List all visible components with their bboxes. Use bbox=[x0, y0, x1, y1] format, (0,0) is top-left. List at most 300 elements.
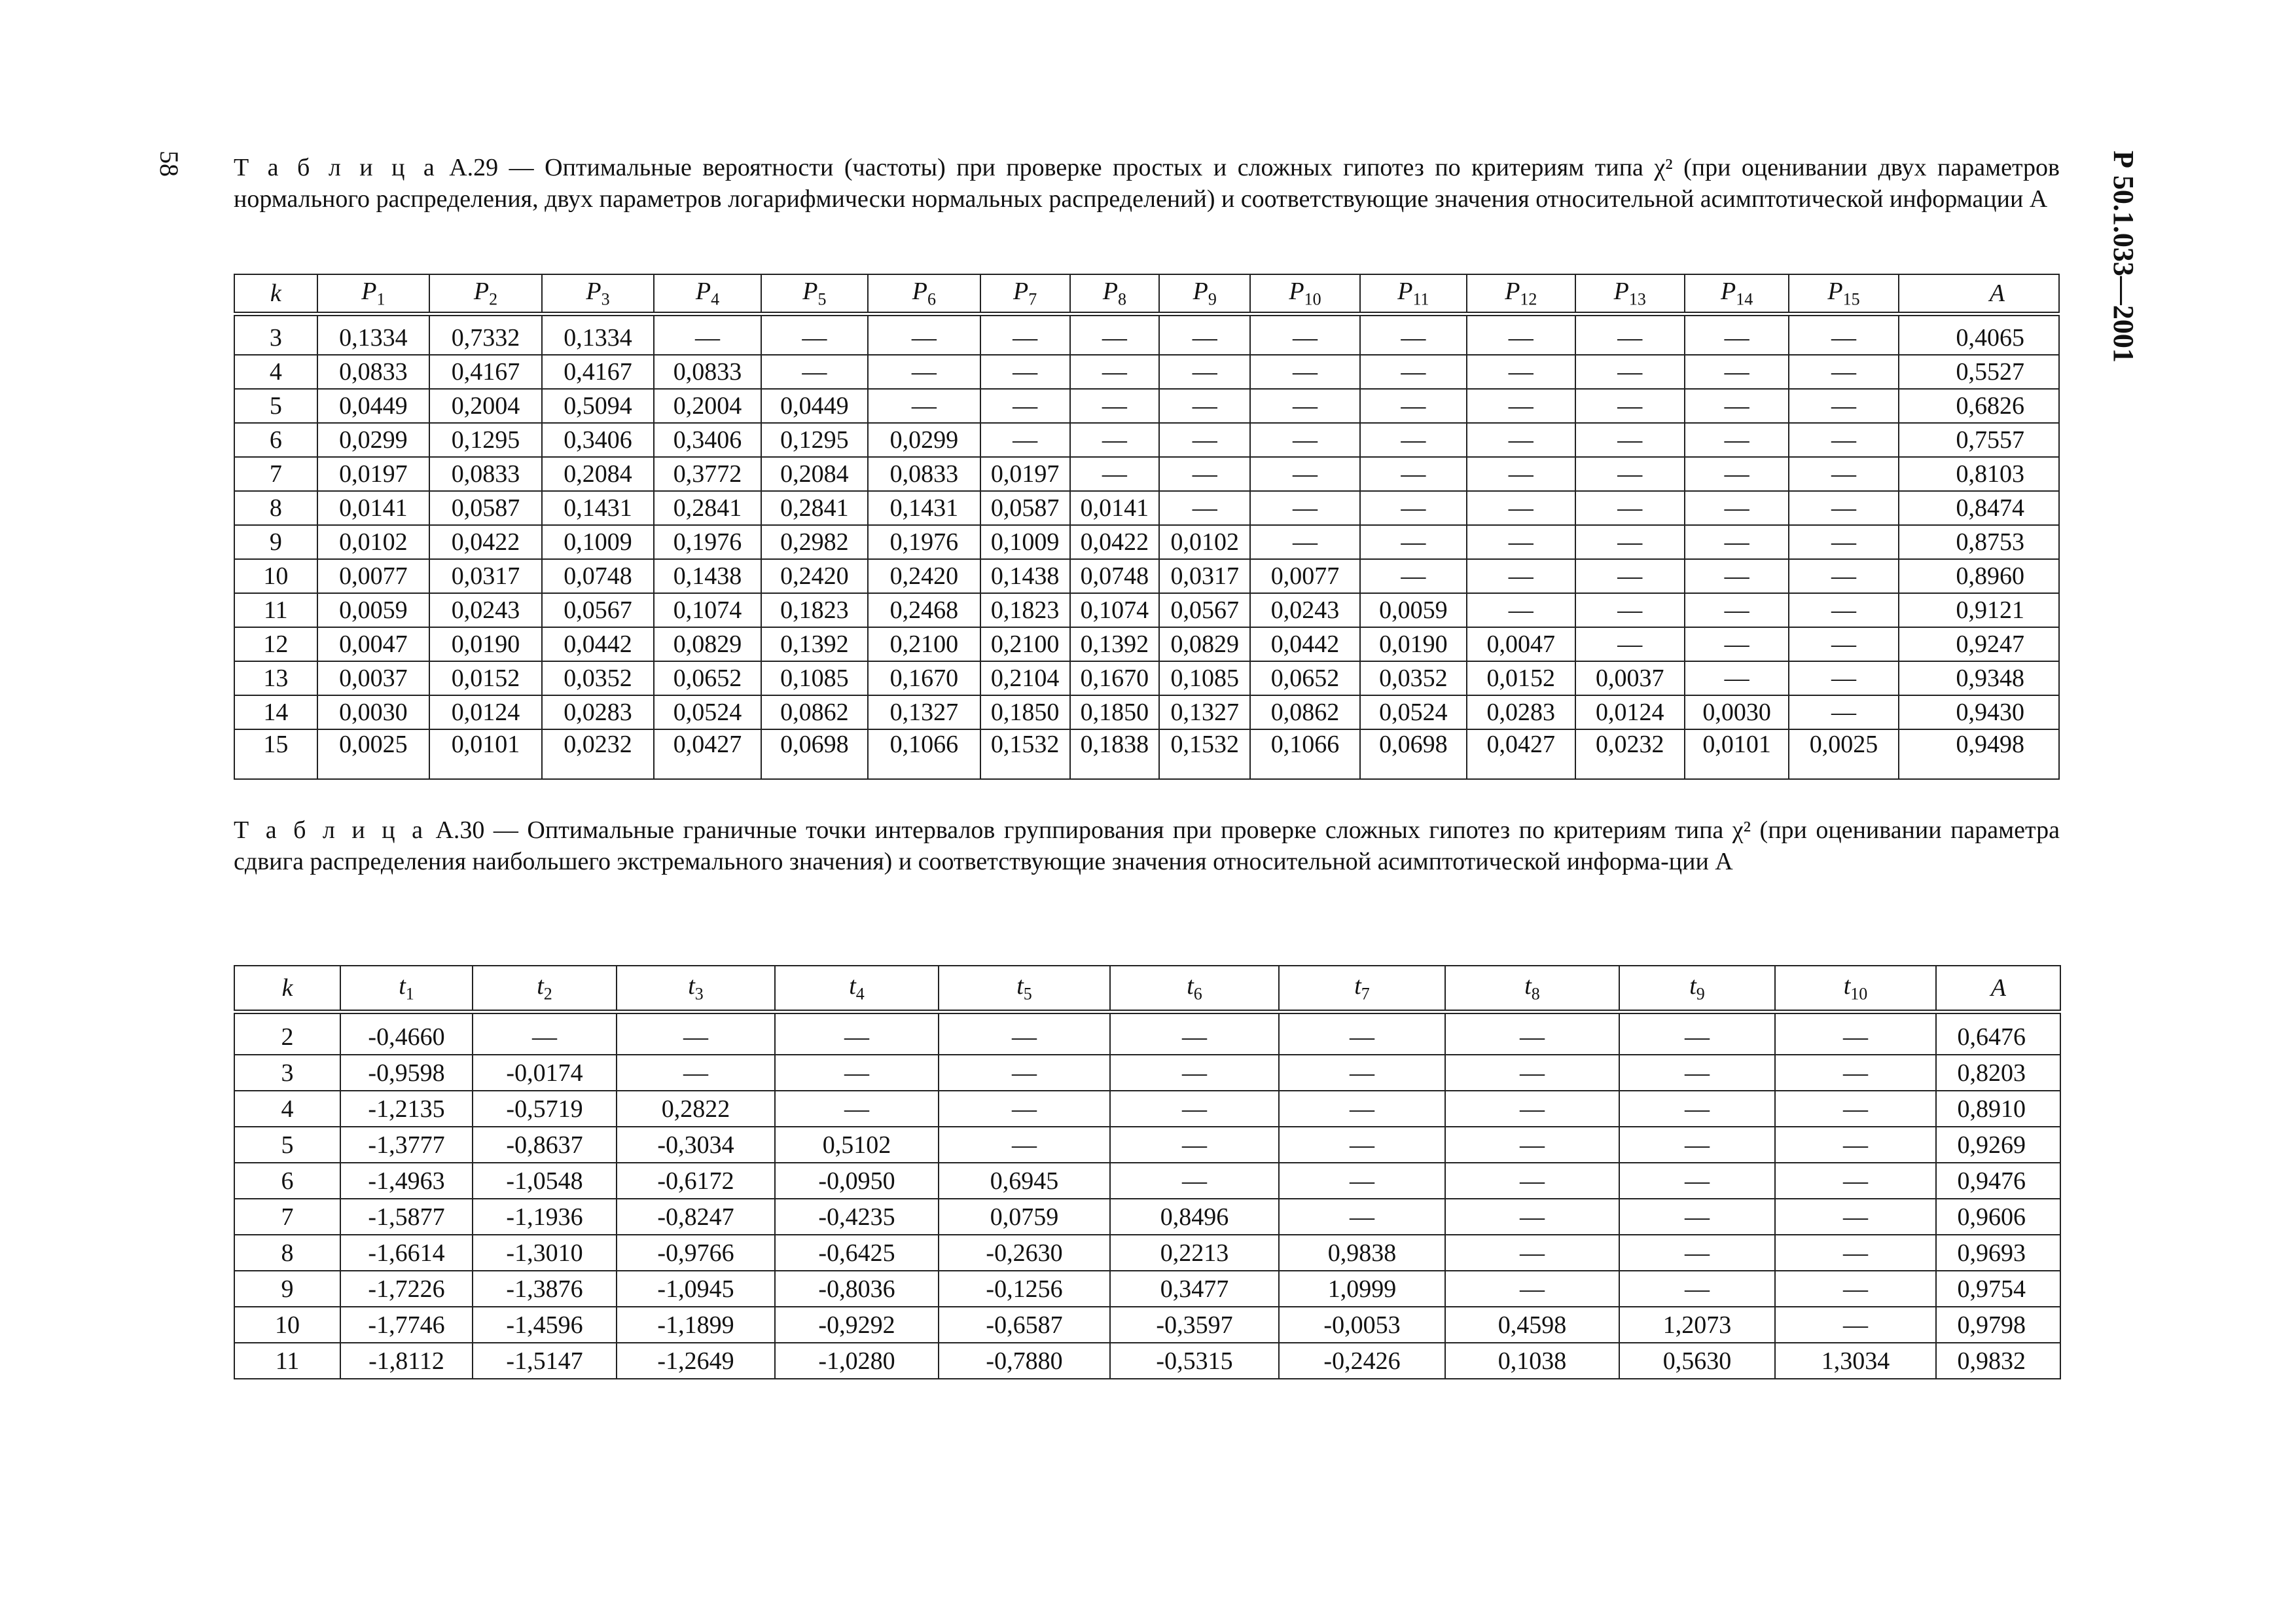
table-29-cell: — bbox=[1575, 389, 1685, 423]
table-29-cell: 0,1532 bbox=[1159, 729, 1250, 779]
table-29-header-cell: $P_8$ bbox=[1070, 274, 1160, 314]
table-30-header-cell: $t_1$ bbox=[340, 966, 473, 1012]
table-29-cell: 0,0352 bbox=[1360, 661, 1467, 695]
table-30-cell: 0,9269 bbox=[1936, 1127, 2060, 1163]
table-29-cell: — bbox=[1685, 491, 1789, 525]
table-29-cell: — bbox=[1685, 423, 1789, 457]
table-29-cell: 0,4167 bbox=[429, 355, 542, 389]
table-30-cell: 0,3477 bbox=[1110, 1271, 1279, 1307]
table-29-cell: — bbox=[980, 314, 1070, 356]
table-29-cell: — bbox=[1685, 661, 1789, 695]
table-30-row bbox=[234, 1271, 2060, 1307]
table-29-cell: 0,9121 bbox=[1899, 593, 2059, 627]
table-29-cell: — bbox=[1360, 389, 1467, 423]
table-30-header-cell: $t_4$ bbox=[775, 966, 939, 1012]
table-30-cell: -1,2649 bbox=[617, 1343, 775, 1379]
table-29-cell: 0,0232 bbox=[1575, 729, 1685, 779]
table-29-cell: 0,0698 bbox=[1360, 729, 1467, 779]
table-30-cell: 0,9476 bbox=[1936, 1163, 2060, 1199]
table-29-cell: 0,0141 bbox=[1070, 491, 1160, 525]
table-29-cell: 0,0124 bbox=[429, 695, 542, 729]
table-29-cell: 0,1532 bbox=[980, 729, 1070, 779]
table-29-cell: 0,0197 bbox=[317, 457, 430, 491]
table-29-cell: — bbox=[1789, 627, 1898, 661]
table-29-cell: — bbox=[1159, 423, 1250, 457]
table-29-header-cell: $P_{13}$ bbox=[1575, 274, 1685, 314]
table-29-body bbox=[234, 314, 2059, 780]
table-30-cell: — bbox=[939, 1127, 1110, 1163]
table-29-cell: 3 bbox=[234, 314, 317, 356]
table-30-cell: — bbox=[1445, 1163, 1619, 1199]
table-29-cell: — bbox=[1360, 457, 1467, 491]
table-30-cell: 3 bbox=[234, 1055, 340, 1091]
table-29-cell: 0,0317 bbox=[429, 559, 542, 593]
table-29-cell: 0,0059 bbox=[1360, 593, 1467, 627]
table-29-cell: 0,0833 bbox=[868, 457, 980, 491]
table-30-header-cell: $t_8$ bbox=[1445, 966, 1619, 1012]
table-30-cell: -0,4235 bbox=[775, 1199, 939, 1235]
table-29-cell: 0,1085 bbox=[1159, 661, 1250, 695]
table-29-row bbox=[234, 559, 2059, 593]
table-29-cell: 0,0152 bbox=[1467, 661, 1575, 695]
table-29-caption bbox=[234, 152, 2060, 215]
table-29-cell: — bbox=[1789, 355, 1898, 389]
table-29-cell: 0,0524 bbox=[654, 695, 761, 729]
table-29-cell: 0,0833 bbox=[654, 355, 761, 389]
table-29-header-cell: $P_2$ bbox=[429, 274, 542, 314]
table-29-cell: 0,0833 bbox=[317, 355, 430, 389]
table-29-cell: 0,0299 bbox=[317, 423, 430, 457]
table-29-cell: 0,1009 bbox=[980, 525, 1070, 559]
table-29-cell: — bbox=[1575, 355, 1685, 389]
table-29-cell: 0,0442 bbox=[1250, 627, 1359, 661]
table-29-cell: 0,1823 bbox=[761, 593, 868, 627]
table-29-cell: 0,0587 bbox=[980, 491, 1070, 525]
table-30-cell: — bbox=[1775, 1163, 1936, 1199]
table-30-cell: — bbox=[1445, 1235, 1619, 1271]
table-29-row bbox=[234, 314, 2059, 356]
table-29-header-cell: $P_6$ bbox=[868, 274, 980, 314]
table-30-cell: -1,6614 bbox=[340, 1235, 473, 1271]
table-29-cell: 0,0829 bbox=[654, 627, 761, 661]
table-30-cell: -0,9292 bbox=[775, 1307, 939, 1343]
page-number: 58 bbox=[154, 151, 184, 177]
table-30-cell: -0,0950 bbox=[775, 1163, 939, 1199]
table-29-cell: 0,7332 bbox=[429, 314, 542, 356]
table-29-cell: 0,1334 bbox=[317, 314, 430, 356]
table-30-header-cell: $t_9$ bbox=[1619, 966, 1775, 1012]
table-30-cell: 0,2213 bbox=[1110, 1235, 1279, 1271]
table-29-cell: — bbox=[868, 355, 980, 389]
table-30-cell: — bbox=[1619, 1271, 1775, 1307]
table-30-cell: -0,2426 bbox=[1279, 1343, 1445, 1379]
table-29-cell: — bbox=[1070, 355, 1160, 389]
table-29-cell: — bbox=[1789, 559, 1898, 593]
table-29-cell: 0,0101 bbox=[1685, 729, 1789, 779]
table-30-cell: — bbox=[473, 1012, 617, 1055]
table-29-cell: 12 bbox=[234, 627, 317, 661]
table-30-cell: — bbox=[1279, 1127, 1445, 1163]
table-29-cell: 0,1327 bbox=[868, 695, 980, 729]
table-29-cell: 6 bbox=[234, 423, 317, 457]
table-30-cell: -1,3777 bbox=[340, 1127, 473, 1163]
document-code: Р 50.1.033—2001 bbox=[2108, 151, 2140, 363]
table-30-cell: -0,7880 bbox=[939, 1343, 1110, 1379]
table-29-cell: 0,0232 bbox=[542, 729, 655, 779]
table-30-row bbox=[234, 1235, 2060, 1271]
table-30-cell: -1,1936 bbox=[473, 1199, 617, 1235]
table-30-header-cell: $t_7$ bbox=[1279, 966, 1445, 1012]
table-29-cell: 0,0567 bbox=[1159, 593, 1250, 627]
table-30-cell: -0,0174 bbox=[473, 1055, 617, 1091]
table-29-cell: — bbox=[1789, 457, 1898, 491]
table-30-cell: 5 bbox=[234, 1127, 340, 1163]
table-29-cell: 0,2004 bbox=[429, 389, 542, 423]
table-30-cell: 0,5102 bbox=[775, 1127, 939, 1163]
table-29-cell: 0,0030 bbox=[317, 695, 430, 729]
table-30-row bbox=[234, 1343, 2060, 1379]
table-29-cell: — bbox=[1685, 314, 1789, 356]
table-30-cell: -0,9766 bbox=[617, 1235, 775, 1271]
table-29-cell: 0,1431 bbox=[868, 491, 980, 525]
table-30-cell: -0,5719 bbox=[473, 1091, 617, 1127]
table-30-caption bbox=[234, 814, 2060, 877]
table-29-row bbox=[234, 695, 2059, 729]
table-30-cell: 1,3034 bbox=[1775, 1343, 1936, 1379]
table-30-row bbox=[234, 1163, 2060, 1199]
table-30-cell: -1,0548 bbox=[473, 1163, 617, 1199]
table-29-cell: — bbox=[1360, 423, 1467, 457]
table-30-cell: 0,9798 bbox=[1936, 1307, 2060, 1343]
table-30 bbox=[234, 965, 2061, 1379]
table-29-cell: — bbox=[1070, 314, 1160, 356]
table-29-row bbox=[234, 661, 2059, 695]
table-30-cell: 6 bbox=[234, 1163, 340, 1199]
table-29-cell: 0,0077 bbox=[317, 559, 430, 593]
table-29-cell: 0,0652 bbox=[654, 661, 761, 695]
table-30-cell: 1,2073 bbox=[1619, 1307, 1775, 1343]
table-29-cell: 0,0243 bbox=[1250, 593, 1359, 627]
table-29-cell: — bbox=[1789, 389, 1898, 423]
table-29-cell: 0,1066 bbox=[1250, 729, 1359, 779]
table-29-cell: 0,0190 bbox=[429, 627, 542, 661]
table-30-cell: — bbox=[1619, 1012, 1775, 1055]
table-30-cell: 0,9606 bbox=[1936, 1199, 2060, 1235]
table-29-cell: — bbox=[1467, 559, 1575, 593]
table-30-row bbox=[234, 1307, 2060, 1343]
table-30-cell: — bbox=[1445, 1055, 1619, 1091]
table-29-cell: — bbox=[1250, 389, 1359, 423]
table-30-cell: — bbox=[1279, 1163, 1445, 1199]
table-29-cell: — bbox=[868, 314, 980, 356]
table-29-cell: 0,0317 bbox=[1159, 559, 1250, 593]
table-29-cell: 0,3406 bbox=[654, 423, 761, 457]
table-29-cell: 0,9348 bbox=[1899, 661, 2059, 695]
table-30-cell: — bbox=[1445, 1199, 1619, 1235]
table-29-cell: 0,0197 bbox=[980, 457, 1070, 491]
table-29-cell: 0,0449 bbox=[317, 389, 430, 423]
table-29-cell: 0,0833 bbox=[429, 457, 542, 491]
table-30-cell: — bbox=[1110, 1163, 1279, 1199]
table-30-header-cell: $t_3$ bbox=[617, 966, 775, 1012]
table-30-cell: — bbox=[1775, 1055, 1936, 1091]
table-30-cell: -0,2630 bbox=[939, 1235, 1110, 1271]
table-30-row bbox=[234, 1199, 2060, 1235]
table-30-cell: — bbox=[939, 1012, 1110, 1055]
table-29-header-cell: $P_{11}$ bbox=[1360, 274, 1467, 314]
table-29-cell: — bbox=[1685, 559, 1789, 593]
table-29-cell: — bbox=[1250, 457, 1359, 491]
table-30-cell: 0,5630 bbox=[1619, 1343, 1775, 1379]
table-30-cell: 10 bbox=[234, 1307, 340, 1343]
table-30-cell: -1,8112 bbox=[340, 1343, 473, 1379]
table-30-cell: -1,7226 bbox=[340, 1271, 473, 1307]
table-29-cell: 0,0190 bbox=[1360, 627, 1467, 661]
table-29-header-cell: $P_7$ bbox=[980, 274, 1070, 314]
table-30-cell: -0,5315 bbox=[1110, 1343, 1279, 1379]
table-29-cell: 0,1838 bbox=[1070, 729, 1160, 779]
table-29-row bbox=[234, 491, 2059, 525]
table-30-cell: — bbox=[775, 1055, 939, 1091]
table-29-cell: — bbox=[654, 314, 761, 356]
table-30-cell: 0,9838 bbox=[1279, 1235, 1445, 1271]
table-30-cell: — bbox=[1775, 1127, 1936, 1163]
table-29-cell: 0,0102 bbox=[1159, 525, 1250, 559]
table-29-cell: 0,0352 bbox=[542, 661, 655, 695]
table-30-cell: 0,2822 bbox=[617, 1091, 775, 1127]
table-29-cell: — bbox=[1789, 695, 1898, 729]
table-29-cell: — bbox=[1159, 389, 1250, 423]
table-30-cell: 0,9693 bbox=[1936, 1235, 2060, 1271]
table-29-cell: — bbox=[980, 355, 1070, 389]
table-30-cell: — bbox=[1619, 1163, 1775, 1199]
table-29-cell: 0,1066 bbox=[868, 729, 980, 779]
table-30-cell: — bbox=[775, 1012, 939, 1055]
table-29-cell: 0,9498 bbox=[1899, 729, 2059, 779]
table-29-cell: 0,1431 bbox=[542, 491, 655, 525]
table-30-cell: — bbox=[1445, 1271, 1619, 1307]
table-29-cell: 0,0037 bbox=[1575, 661, 1685, 695]
table-29-cell: — bbox=[1789, 314, 1898, 356]
table-29-cell: 0,2100 bbox=[980, 627, 1070, 661]
table-29-row bbox=[234, 457, 2059, 491]
table-29-cell: 0,4065 bbox=[1899, 314, 2059, 356]
table-29-cell: — bbox=[1467, 355, 1575, 389]
table-29-row bbox=[234, 389, 2059, 423]
table-29-cell: 0,1074 bbox=[654, 593, 761, 627]
table-29 bbox=[234, 274, 2060, 780]
table-30-cell: -0,0053 bbox=[1279, 1307, 1445, 1343]
table-30-cell: 0,9754 bbox=[1936, 1271, 2060, 1307]
table-29-cell: — bbox=[1360, 525, 1467, 559]
table-29-caption-lead: Т а б л и ц а bbox=[234, 154, 439, 181]
table-29-header-cell: $P_{10}$ bbox=[1250, 274, 1359, 314]
table-30-cell: 4 bbox=[234, 1091, 340, 1127]
table-29-cell: 0,0047 bbox=[1467, 627, 1575, 661]
table-29-cell: 0,6826 bbox=[1899, 389, 2059, 423]
table-29-cell: — bbox=[1250, 491, 1359, 525]
table-30-cell: -0,8036 bbox=[775, 1271, 939, 1307]
table-29-cell: 0,3406 bbox=[542, 423, 655, 457]
table-29-cell: — bbox=[1467, 593, 1575, 627]
table-29-cell: 0,4167 bbox=[542, 355, 655, 389]
table-29-cell: 0,5527 bbox=[1899, 355, 2059, 389]
table-29-row bbox=[234, 627, 2059, 661]
table-30-cell: -0,9598 bbox=[340, 1055, 473, 1091]
table-29-cell: — bbox=[1685, 525, 1789, 559]
table-30-cell: — bbox=[1279, 1012, 1445, 1055]
table-29-cell: — bbox=[1575, 627, 1685, 661]
table-30-cell: 0,0759 bbox=[939, 1199, 1110, 1235]
table-30-cell: 0,4598 bbox=[1445, 1307, 1619, 1343]
table-29-cell: 0,0748 bbox=[1070, 559, 1160, 593]
table-30-cell: -1,3010 bbox=[473, 1235, 617, 1271]
table-29-cell: 15 bbox=[234, 729, 317, 779]
table-29-cell: — bbox=[1789, 593, 1898, 627]
table-29-cell: 0,1823 bbox=[980, 593, 1070, 627]
table-29-cell: — bbox=[1159, 355, 1250, 389]
table-29-cell: 0,0698 bbox=[761, 729, 868, 779]
table-29-cell: 0,8753 bbox=[1899, 525, 2059, 559]
table-29-cell: 0,3772 bbox=[654, 457, 761, 491]
table-29-header-cell: k bbox=[234, 274, 317, 314]
table-30-row bbox=[234, 1091, 2060, 1127]
table-29-cell: — bbox=[1159, 314, 1250, 356]
table-30-cell: -0,6587 bbox=[939, 1307, 1110, 1343]
table-29-cell: 0,2841 bbox=[761, 491, 868, 525]
table-30-cell: 0,6476 bbox=[1936, 1012, 2060, 1055]
table-29-row bbox=[234, 593, 2059, 627]
table-29-cell: 0,2420 bbox=[868, 559, 980, 593]
table-29-cell: — bbox=[1467, 389, 1575, 423]
table-29-cell: 0,1850 bbox=[980, 695, 1070, 729]
table-30-cell: — bbox=[939, 1055, 1110, 1091]
table-30-cell: -0,8637 bbox=[473, 1127, 617, 1163]
table-30-cell: — bbox=[1775, 1012, 1936, 1055]
table-30-cell: -1,0280 bbox=[775, 1343, 939, 1379]
table-30-cell: -1,0945 bbox=[617, 1271, 775, 1307]
table-29-cell: 0,0862 bbox=[761, 695, 868, 729]
table-30-cell: — bbox=[1445, 1012, 1619, 1055]
table-29-cell: 0,8474 bbox=[1899, 491, 2059, 525]
table-30-cell: — bbox=[939, 1091, 1110, 1127]
table-29-header-cell: $P_3$ bbox=[542, 274, 655, 314]
table-29-cell: 0,0652 bbox=[1250, 661, 1359, 695]
table-30-cell: — bbox=[1775, 1271, 1936, 1307]
table-29-cell: — bbox=[1360, 559, 1467, 593]
table-29-cell: 0,0124 bbox=[1575, 695, 1685, 729]
table-29-cell: 0,0524 bbox=[1360, 695, 1467, 729]
table-29-cell: 0,2004 bbox=[654, 389, 761, 423]
table-30-cell: 8 bbox=[234, 1235, 340, 1271]
table-30-header-cell: $t_6$ bbox=[1110, 966, 1279, 1012]
table-29-cell: 0,0077 bbox=[1250, 559, 1359, 593]
table-29-cell: 14 bbox=[234, 695, 317, 729]
table-29-cell: 0,2420 bbox=[761, 559, 868, 593]
table-30-cell: 9 bbox=[234, 1271, 340, 1307]
table-29-cell: — bbox=[1467, 457, 1575, 491]
table-29-cell: 0,5094 bbox=[542, 389, 655, 423]
table-30-cell: -1,7746 bbox=[340, 1307, 473, 1343]
table-29-cell: 0,0829 bbox=[1159, 627, 1250, 661]
table-30-cell: -1,1899 bbox=[617, 1307, 775, 1343]
table-29-cell: — bbox=[1575, 525, 1685, 559]
table-29-cell: 0,1438 bbox=[654, 559, 761, 593]
table-29-header-cell: $P_9$ bbox=[1159, 274, 1250, 314]
table-30-cell: -0,1256 bbox=[939, 1271, 1110, 1307]
table-30-cell: -1,2135 bbox=[340, 1091, 473, 1127]
table-29-cell: — bbox=[1685, 457, 1789, 491]
table-30-cell: — bbox=[775, 1091, 939, 1127]
table-29-cell: — bbox=[1250, 525, 1359, 559]
table-29-cell: 0,0422 bbox=[429, 525, 542, 559]
table-29-header-cell: $P_1$ bbox=[317, 274, 430, 314]
table-29-cell: — bbox=[1070, 423, 1160, 457]
table-30-row bbox=[234, 1055, 2060, 1091]
table-29-cell: 0,1334 bbox=[542, 314, 655, 356]
table-29-cell: — bbox=[1360, 314, 1467, 356]
table-30-cell: -0,6172 bbox=[617, 1163, 775, 1199]
table-30-cell: — bbox=[1619, 1055, 1775, 1091]
table-30-cell: 0,8203 bbox=[1936, 1055, 2060, 1091]
table-29-cell: — bbox=[1685, 593, 1789, 627]
table-29-cell: 0,1295 bbox=[761, 423, 868, 457]
table-30-cell: -0,3597 bbox=[1110, 1307, 1279, 1343]
table-29-cell: 0,2084 bbox=[542, 457, 655, 491]
table-29-cell: — bbox=[1789, 525, 1898, 559]
table-30-cell: -1,5877 bbox=[340, 1199, 473, 1235]
table-29-cell: — bbox=[761, 355, 868, 389]
table-29-cell: 0,0587 bbox=[429, 491, 542, 525]
table-29-header-row bbox=[234, 274, 2059, 314]
table-29-cell: 0,0141 bbox=[317, 491, 430, 525]
table-29-cell: 0,1976 bbox=[654, 525, 761, 559]
table-29-cell: 0,1295 bbox=[429, 423, 542, 457]
table-29-cell: — bbox=[1789, 491, 1898, 525]
table-30-header-cell: $t_2$ bbox=[473, 966, 617, 1012]
table-29-header-cell: $P_{15}$ bbox=[1789, 274, 1898, 314]
table-29-header-cell: $P_5$ bbox=[761, 274, 868, 314]
table-29-cell: 0,9247 bbox=[1899, 627, 2059, 661]
table-30-cell: — bbox=[1110, 1012, 1279, 1055]
table-29-cell: — bbox=[1575, 559, 1685, 593]
table-30-header-row bbox=[234, 966, 2060, 1012]
table-30-cell: -0,4660 bbox=[340, 1012, 473, 1055]
table-29-cell: 0,0025 bbox=[317, 729, 430, 779]
table-30-cell: — bbox=[1775, 1199, 1936, 1235]
table-29-cell: — bbox=[1360, 355, 1467, 389]
table-29-cell: — bbox=[1467, 491, 1575, 525]
table-29-cell: 0,0427 bbox=[654, 729, 761, 779]
table-29-cell: — bbox=[1467, 525, 1575, 559]
table-30-cell: — bbox=[1110, 1127, 1279, 1163]
table-30-cell: -0,8247 bbox=[617, 1199, 775, 1235]
table-29-cell: 0,0059 bbox=[317, 593, 430, 627]
table-29-cell: — bbox=[1070, 457, 1160, 491]
table-29-cell: 0,0449 bbox=[761, 389, 868, 423]
table-30-header-cell: $t_5$ bbox=[939, 966, 1110, 1012]
table-29-cell: 0,2104 bbox=[980, 661, 1070, 695]
table-29-cell: 0,0152 bbox=[429, 661, 542, 695]
table-30-cell: 2 bbox=[234, 1012, 340, 1055]
table-29-row bbox=[234, 423, 2059, 457]
table-30-cell: — bbox=[1619, 1199, 1775, 1235]
table-29-cell: — bbox=[1685, 389, 1789, 423]
table-30-header-cell: $t_{10}$ bbox=[1775, 966, 1936, 1012]
table-29-cell: 0,2100 bbox=[868, 627, 980, 661]
table-29-cell: 0,0101 bbox=[429, 729, 542, 779]
table-29-cell: 13 bbox=[234, 661, 317, 695]
